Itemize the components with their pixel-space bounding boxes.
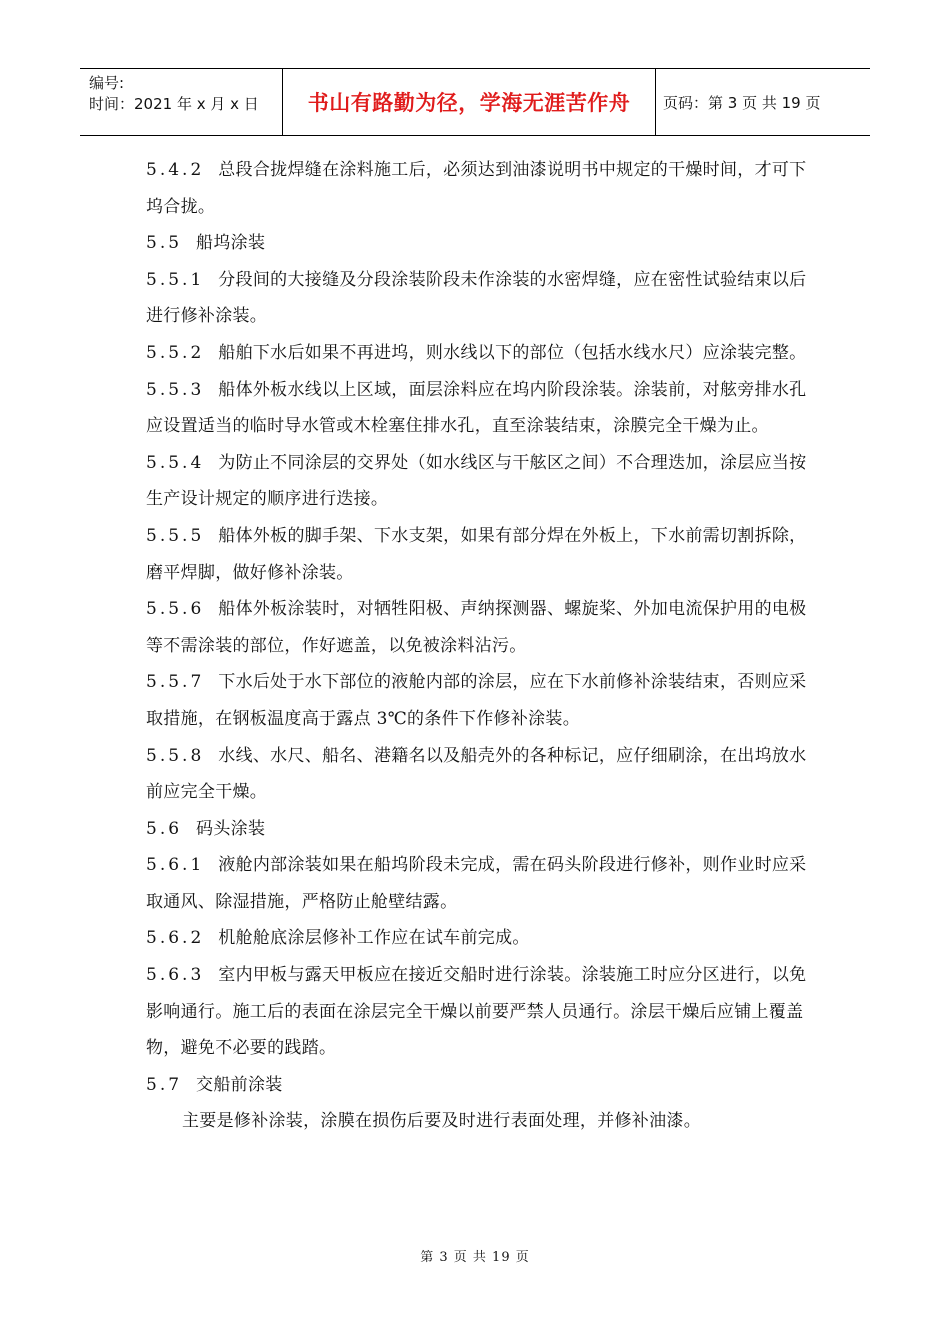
section-5-5-2 [146, 335, 814, 372]
page-footer: 第 3 页 共 19 页 [420, 1250, 530, 1265]
header-meta [80, 69, 283, 135]
header-page-number: 页码：第 3 页 共 19 页 [663, 93, 821, 112]
section-number: 5.5.7 [146, 672, 205, 693]
section-text: 船体外板涂装时，对牺牲阳极、声纳探测器、螺旋桨、外加电流保护用的电极等不需涂装的部位，作好遮盖，以免被涂料沾污。 [146, 599, 807, 656]
document-number-label: 编号: [89, 74, 125, 92]
header-motto: 书山有路勤为径，学海无涯苦作舟 [283, 69, 656, 135]
section-text: 总段合拢焊缝在涂料施工后，必须达到油漆说明书中规定的干燥时间，才可下坞合拢。 [146, 160, 807, 217]
section-text: 水线、水尺、船名、港籍名以及船壳外的各种标记，应仔细刷涂，在出坞放水前应完全干燥。 [146, 745, 807, 803]
section-number: 5.5.1 [146, 269, 205, 290]
section-number: 5.5.4 [146, 452, 205, 473]
section-number: 5.6 [146, 818, 183, 839]
section-number: 5.6.2 [146, 928, 205, 949]
section-number: 5.5.2 [146, 342, 205, 363]
section-heading: 交船前涂装 [196, 1074, 283, 1095]
section-5-6-2 [146, 920, 814, 957]
section-number: 5.5 [146, 233, 183, 254]
section-5-5-1 [146, 262, 814, 335]
page-header [80, 68, 870, 136]
document-body [146, 152, 814, 1140]
section-text: 液舱内部涂装如果在船坞阶段未完成，需在码头阶段进行修补，则作业时应采取通风、除湿措施，严格防止舱壁结露。 [146, 855, 807, 912]
heading-5-7 [146, 1067, 814, 1104]
section-5-5-7 [146, 664, 814, 737]
section-text: 船舶下水后如果不再进坞，则水线以下的部位（包括水线水尺）应涂装完整。 [218, 342, 807, 363]
section-number: 5.6.3 [146, 965, 205, 986]
section-heading: 船坞涂装 [196, 233, 266, 254]
closing-paragraph: 主要是修补涂装，涂膜在损伤后要及时进行表面处理，并修补油漆。 [182, 1111, 701, 1132]
section-5-5-4 [146, 445, 814, 518]
section-number: 5.7 [146, 1074, 183, 1095]
section-5-6-3 [146, 957, 814, 1067]
section-5-5-3 [146, 372, 814, 445]
section-text: 分段间的大接缝及分段涂装阶段未作涂装的水密焊缝，应在密性试验结束以后进行修补涂装。 [146, 269, 807, 327]
section-text: 船体外板水线以上区域，面层涂料应在坞内阶段涂装。涂装前，对舷旁排水孔应设置适当的临时导水管或木栓塞住排水孔，直至涂装结束，涂膜完全干燥为止。 [146, 379, 807, 437]
section-number: 5.5.8 [146, 745, 205, 766]
section-number: 5.6.1 [146, 855, 205, 876]
section-heading: 码头涂装 [196, 818, 266, 839]
heading-5-5 [146, 225, 814, 262]
section-number: 5.5.6 [146, 599, 205, 620]
section-5-5-8 [146, 738, 814, 811]
section-text: 船体外板的脚手架、下水支架，如果有部分焊在外板上，下水前需切割拆除，磨平焊脚，做好修补涂装。 [146, 525, 807, 583]
section-number: 5.4.2 [146, 160, 205, 180]
section-number: 5.5.3 [146, 379, 205, 400]
section-5-4-2 [146, 152, 814, 225]
section-text: 室内甲板与露天甲板应在接近交船时进行涂装。涂装施工时应分区进行，以免影响通行。施工后的表面在涂层完全干燥以前要严禁人员通行。涂层干燥后应铺上覆盖物，避免不必要的践踏。 [146, 965, 807, 1059]
heading-5-6 [146, 811, 814, 848]
section-text: 下水后处于水下部位的液舱内部的涂层，应在下水前修补涂装结束，否则应采取措施，在钢板温度高于露点 3℃的条件下作修补涂装。 [146, 672, 807, 729]
section-text: 为防止不同涂层的交界处（如水线区与干舷区之间）不合理迭加，涂层应当按生产设计规定的顺序进行迭接。 [146, 452, 807, 510]
section-5-5-6 [146, 591, 814, 664]
section-number: 5.5.5 [146, 525, 205, 546]
section-5-6-1 [146, 847, 814, 920]
document-date: 时间：2021 年 x 月 x 日 [89, 95, 259, 113]
section-text: 机舱舱底涂层修补工作应在试车前完成。 [218, 928, 530, 949]
section-5-5-5 [146, 518, 814, 591]
